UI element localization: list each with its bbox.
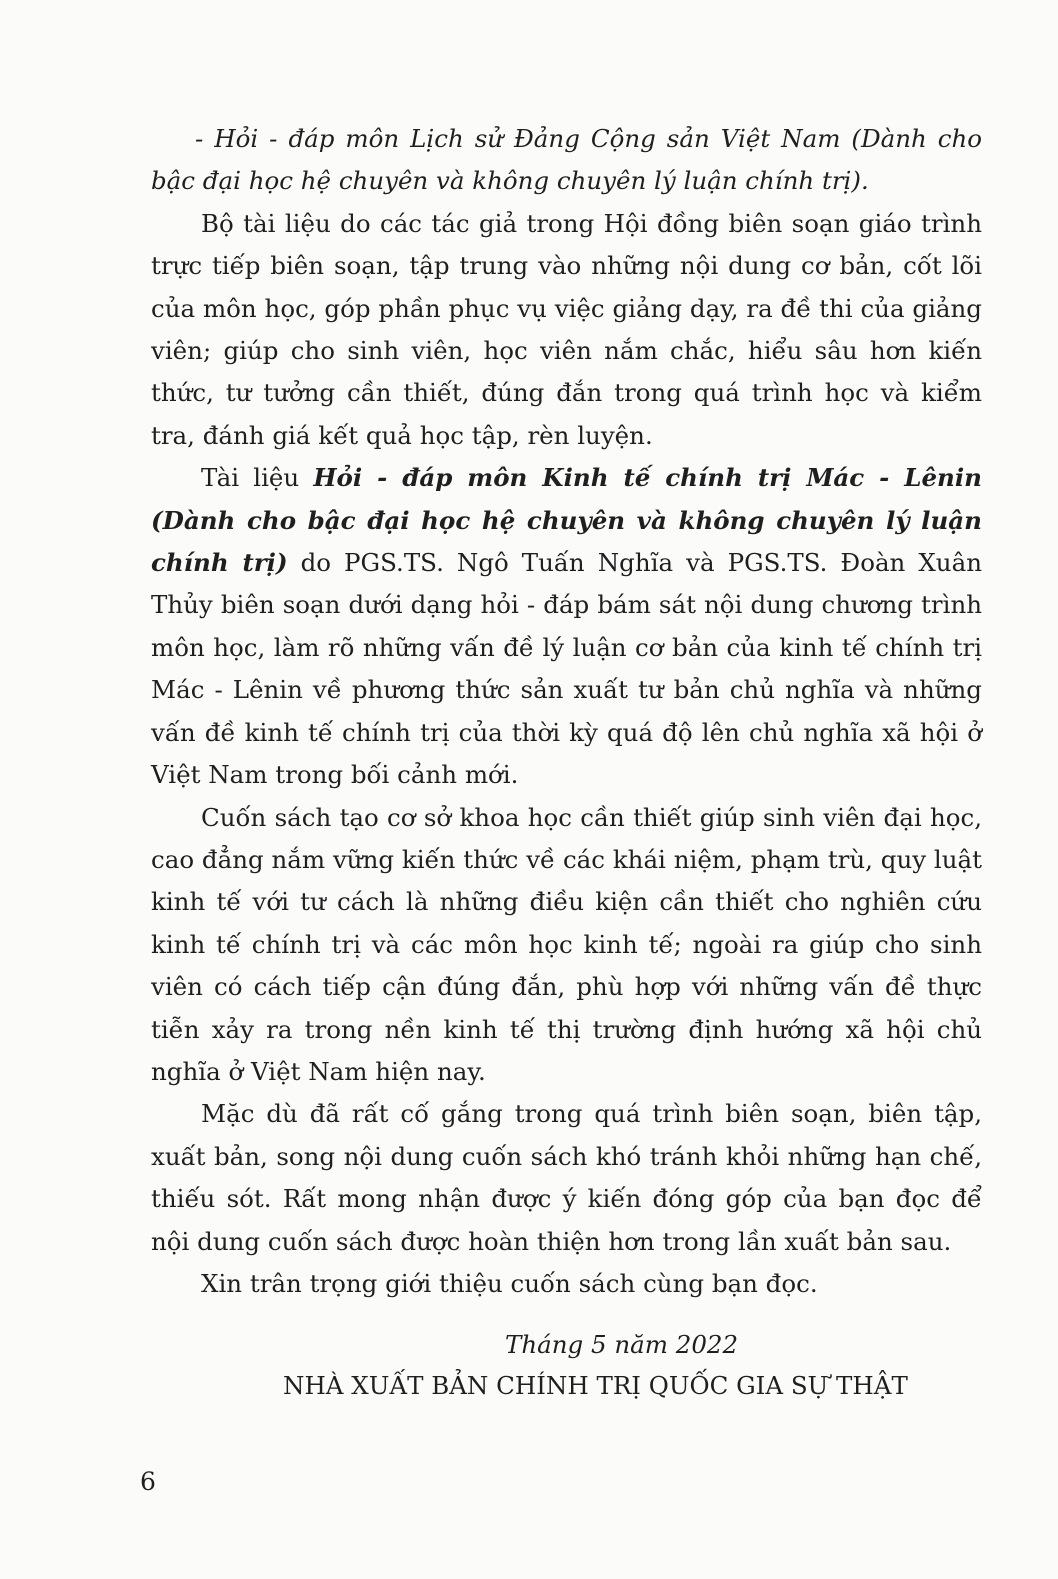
publisher-name: NHÀ XUẤT BẢN CHÍNH TRỊ QUỐC GIA SỰ THẬT — [283, 1371, 908, 1400]
publication-date: Tháng 5 năm 2022 — [505, 1330, 739, 1359]
paragraph-rest: do PGS.TS. Ngô Tuấn Nghĩa và PGS.TS. Đoàn Xuân Thủy biên soạn dưới dạng hỏi - đáp bám sát nội dung chương trình môn học, làm rõ những vấn đề lý luận cơ bản của kinh tế chính trị Mác - Lênin về phương thức sản xuất tư bản chủ nghĩa và những vấn đề kinh tế chính trị của thời kỳ quá độ lên chủ nghĩa xã hội ở Việt Nam trong bối cảnh mới. — [151, 548, 982, 790]
paragraph-feedback: Mặc dù đã rất cố gắng trong quá trình biên soạn, biên tập, xuất bản, song nội dung cuốn sách khó tránh khỏi những hạn chế, thiếu sót. Rất mong nhận được ý kiến đóng góp của bạn đọc để nội dung cuốn sách được hoàn thiện hơn trong lần xuất bản sau. — [151, 1099, 982, 1256]
paragraph-lead: Tài liệu — [201, 463, 314, 493]
paragraph-document-set: Bộ tài liệu do các tác giả trong Hội đồng biên soạn giáo trình trực tiếp biên soạn, tập trung vào những nội dung cơ bản, cốt lõi của môn học, góp phần phục vụ việc giảng dạy, ra đề thi của giảng viên; giúp cho sinh viên, học viên nắm chắc, hiểu sâu hơn kiến thức, tư tưởng cần thiết, đúng đắn trong quá trình học và kiểm tra, đánh giá kết quả học tập, rèn luyện. — [151, 208, 982, 450]
paragraph-book-purpose: Cuốn sách tạo cơ sở khoa học cần thiết giúp sinh viên đại học, cao đẳng nắm vững kiến thức về các khái niệm, phạm trù, quy luật kinh tế với tư cách là những điều kiện cần thiết cho nghiên cứu kinh tế chính trị và các môn học kinh tế; ngoài ra giúp cho sinh viên có cách tiếp cận đúng đắn, phù hợp với những vấn đề thực tiễn xảy ra trong nền kinh tế thị trường định hướng xã hội chủ nghĩa ở Việt Nam hiện nay. — [151, 802, 982, 1086]
paragraph-closing: Xin trân trọng giới thiệu cuốn sách cùng bạn đọc. — [201, 1268, 818, 1298]
paragraph-book-description — [151, 457, 982, 796]
book-title: Hỏi - đáp môn Kinh tế chính trị Mác - Lênin (Dành cho bậc đại học hệ chuyên và không chuyên lý luận chính trị) — [151, 463, 982, 578]
body-text — [151, 118, 982, 1305]
paragraph-intro-item: - Hỏi - đáp môn Lịch sử Đảng Cộng sản Việt Nam (Dành cho bậc đại học hệ chuyên và không chuyên lý luận chính trị). — [151, 124, 982, 196]
page-number: 6 — [140, 1467, 156, 1496]
